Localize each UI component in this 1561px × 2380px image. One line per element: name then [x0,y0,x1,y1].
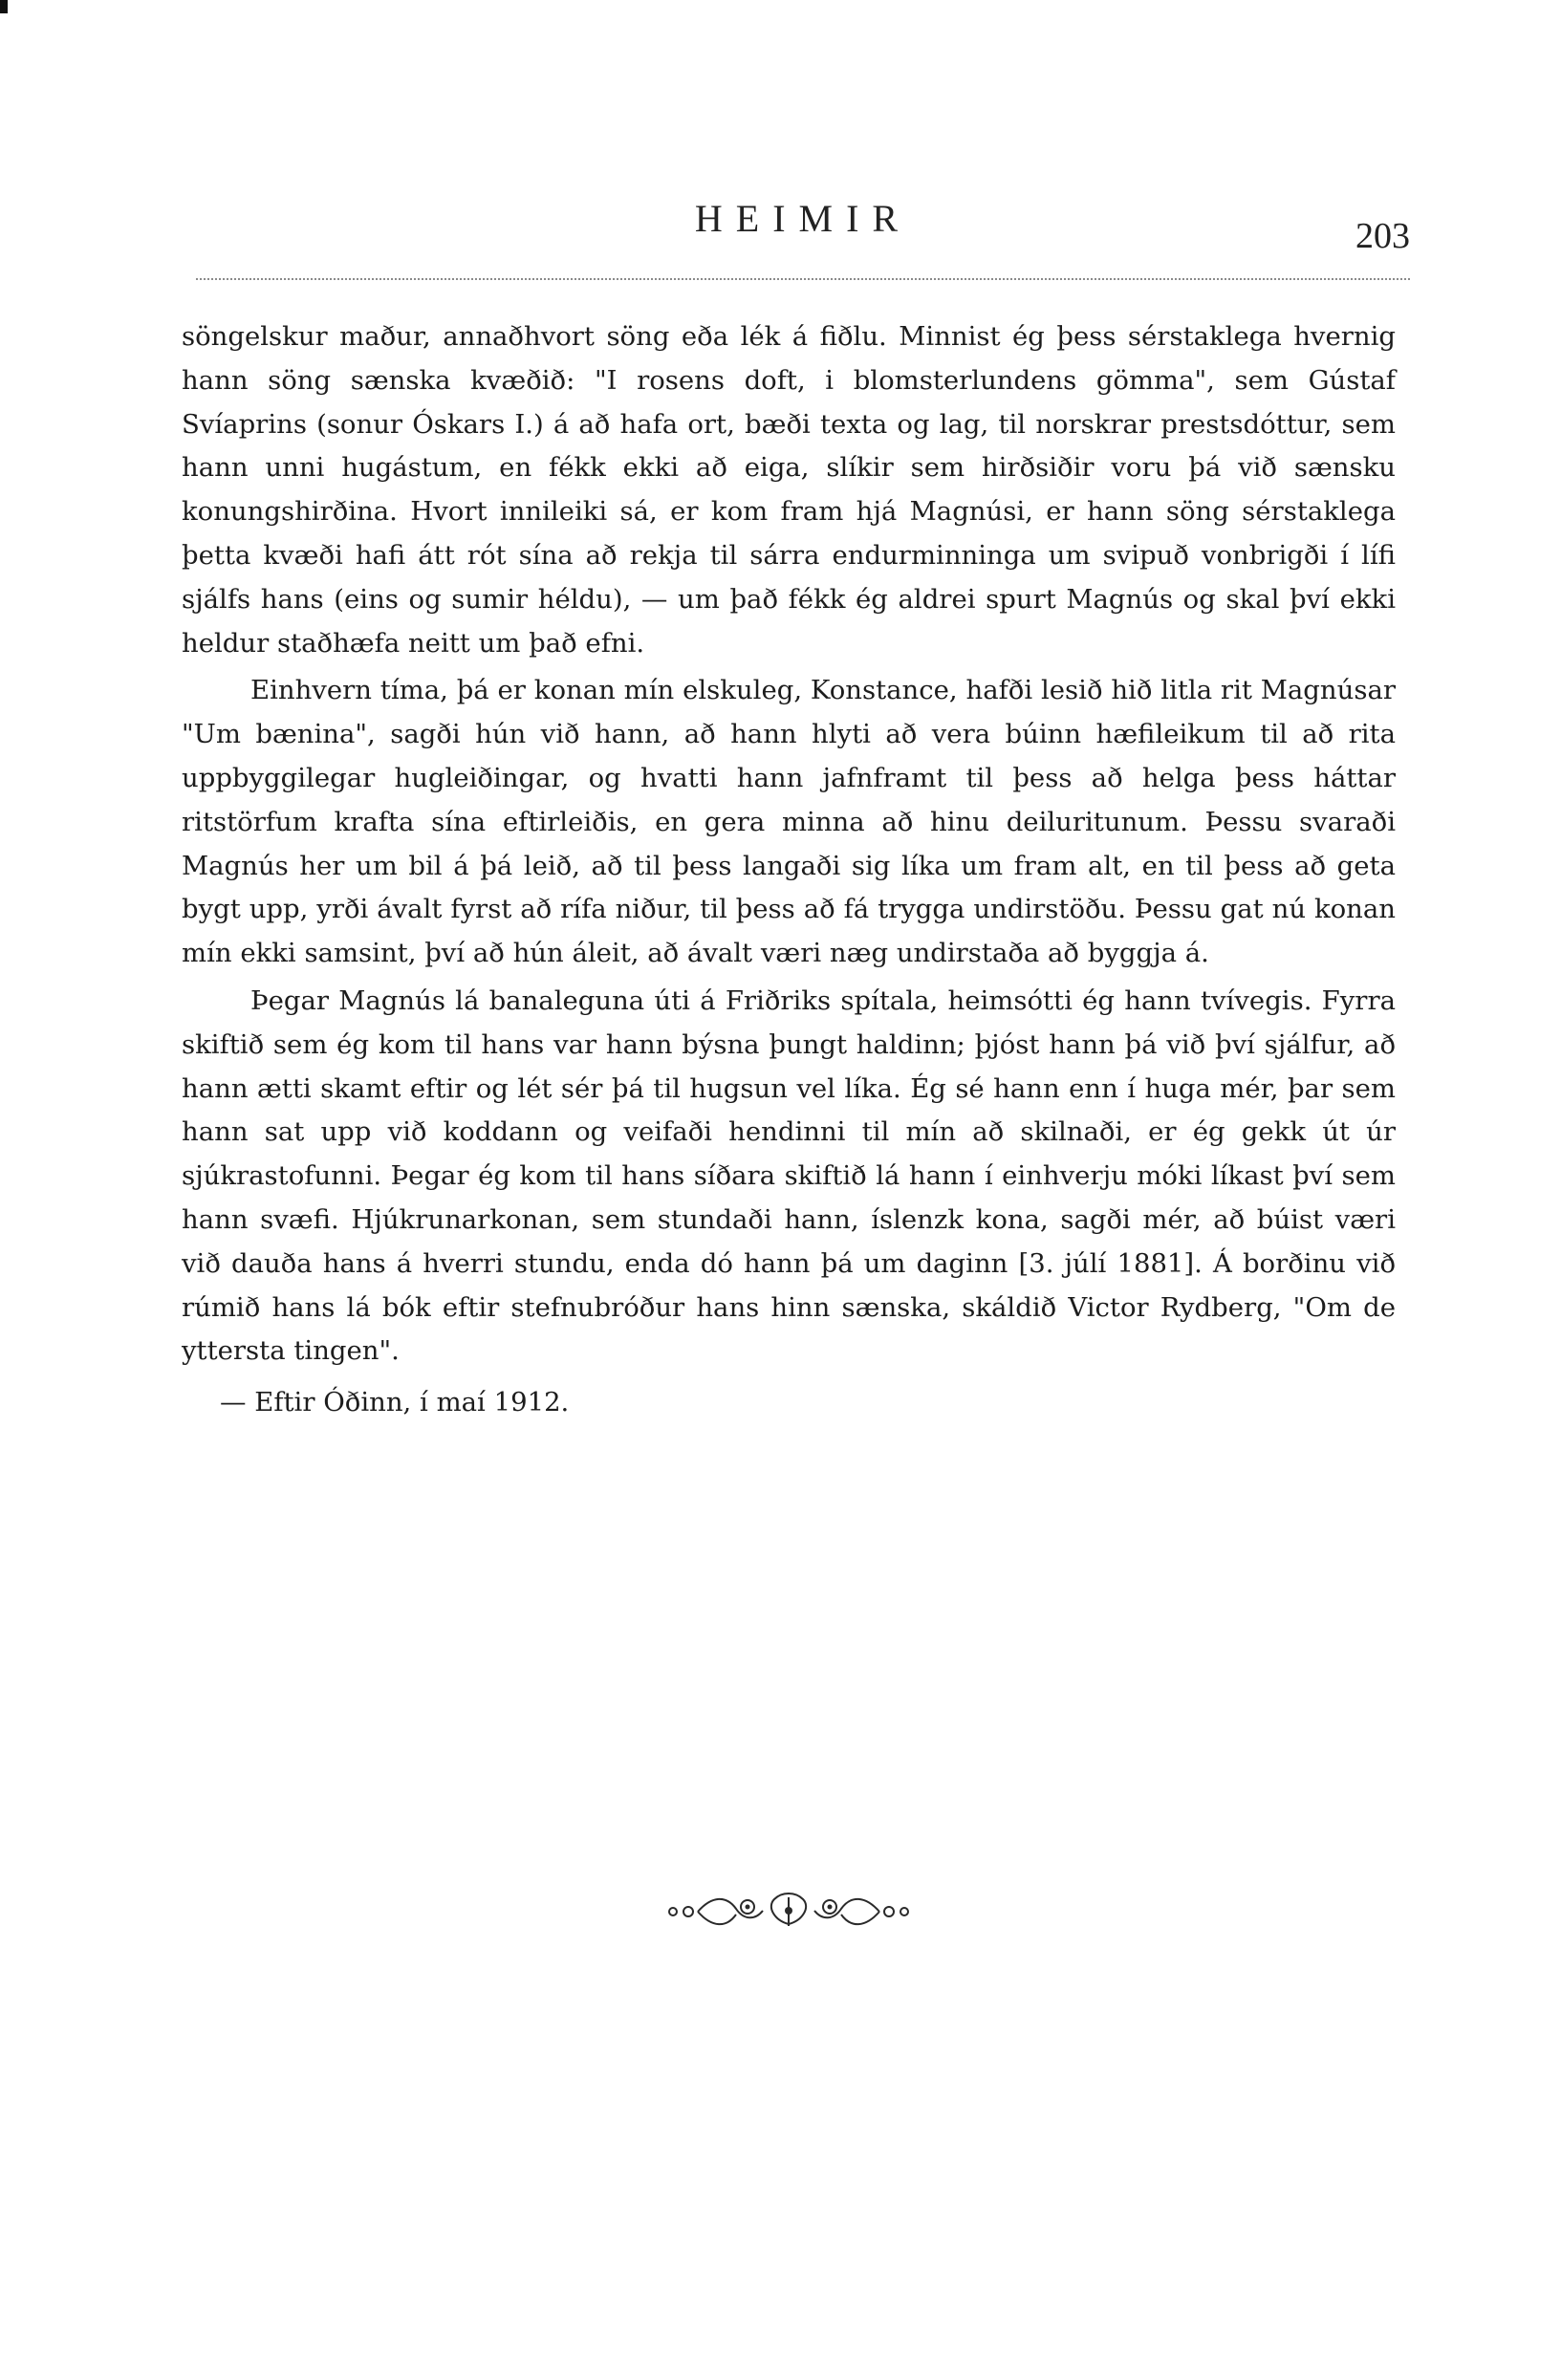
page-number: 203 [1355,216,1410,256]
running-header [196,196,1410,282]
header-rule [196,278,1410,280]
decorative-ornament [660,1888,918,1936]
body-text [182,315,1396,1425]
running-title: HEIMIR [694,197,912,240]
scan-corner-mark [0,0,8,13]
paragraph-3: Þegar Magnús lá banaleguna úti á Friðriks spítala, heimsótti ég hann tvívegis. Fyrra skiftið sem ég kom til hans var hann býsna þungt haldinn; þjóst hann þá við því sjálfur, að hann ætti skamt eftir og lét sér þá til hugsun vel líka. Ég sé hann enn í huga mér, þar sem hann sat upp við koddann og veifaði hendinni til mín að skilnaði, er ég gekk út úr sjúkrastofunni. Þegar ég kom til hans síðara skiftið lá hann í einhverju móki líkast því sem hann svæfi. Hjúkrunarkonan, sem stundaði hann, íslenzk kona, sagði mér, að búist væri við dauða hans á hverri stundu, enda dó hann þá um daginn [3. júlí 1881]. Á borðinu við rúmið hans lá bók eftir stefnubróður hans hinn sænska, skáldið Victor Rydberg, "Om de yttersta tingen". [182,984,1396,1367]
source-signature: — Eftir Óðinn, í maí 1912. [220,1387,570,1418]
paragraph-1: söngelskur maður, annaðhvort söng eða lék á fiðlu. Minnist ég þess sérstaklega hvernig hann söng sænska kvæðið: "I rosens doft, i blomsterlundens gömma", sem Gústaf Svíaprins (sonur Óskars I.) á að hafa ort, bæði texta og lag, til norskrar prestsdóttur, sem hann unni hugástum, en fékk ekki að eiga, slíkir sem hirðsiðir voru þá við sænsku konungshirðina. Hvort innileiki sá, er kom fram hjá Magnúsi, er hann söng sérstaklega þetta kvæði hafi átt rót sína að rekja til sárra endurminninga um svipuð vonbrigði í lífi sjálfs hans (eins og sumir héldu), — um það fékk ég aldrei spurt Magnús og skal því ekki heldur staðhæfa neitt um það efni. [182,321,1396,659]
paragraph-2: Einhvern tíma, þá er konan mín elskuleg, Konstance, hafði lesið hið litla rit Magnúsar "Um bænina", sagði hún við hann, að hann hlyti að vera búinn hæfileikum til að rita uppbyggilegar hugleiðingar, og hvatti hann jafnframt til þess að helga þess háttar ritstörfum krafta sína eftirleiðis, en gera minna að hinu deiluritunum. Þessu svaraði Magnús her um bil á þá leið, að til þess langaði sig líka um fram alt, en til þess að geta bygt upp, yrði ávalt fyrst að rífa niður, til þess að fá trygga undirstöðu. Þessu gat nú konan mín ekki samsint, því að hún áleit, að ávalt væri næg undirstaða að byggja á. [182,675,1396,969]
